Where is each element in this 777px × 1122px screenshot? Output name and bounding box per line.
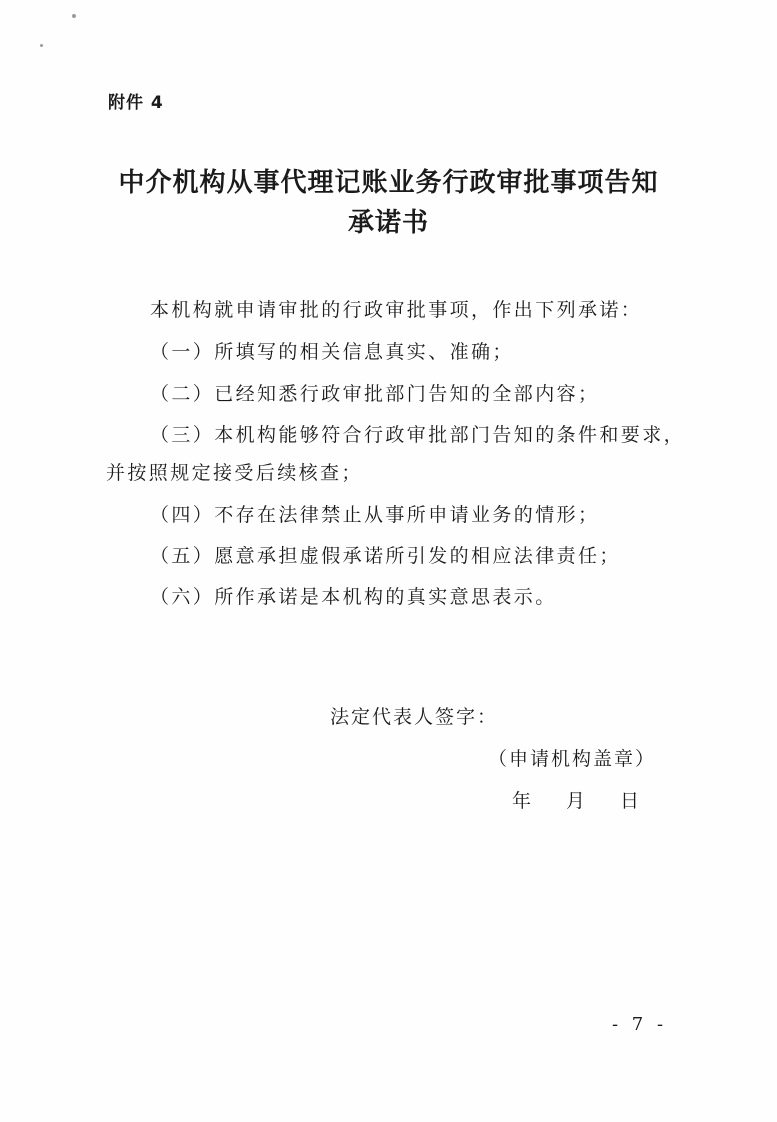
commitment-item-1: （一）所填写的相关信息真实、准确； <box>150 341 514 363</box>
date-year-label: 年 <box>512 790 534 812</box>
commitment-item-3-continued: 并按照规定接受后续核查； <box>106 462 363 484</box>
attachment-label: 附件 4 <box>108 93 164 113</box>
scan-speck <box>72 14 76 18</box>
commitment-item-6: （六）所作承诺是本机构的真实意思表示。 <box>150 586 557 608</box>
scan-speck <box>40 44 43 47</box>
page-number: - 7 - <box>612 1014 668 1035</box>
date-month-label: 月 <box>566 790 588 812</box>
document-title: 中介机构从事代理记账业务行政审批事项告知 <box>118 168 659 198</box>
commitment-item-5: （五）愿意承担虚假承诺所引发的相应法律责任； <box>150 545 621 567</box>
commitment-item-2: （二）已经知悉行政审批部门告知的全部内容； <box>150 383 600 405</box>
commitment-item-3: （三）本机构能够符合行政审批部门告知的条件和要求， <box>150 424 686 446</box>
commitment-item-4: （四）不存在法律禁止从事所申请业务的情形； <box>150 504 600 526</box>
document-title-continued: 承诺书 <box>347 208 429 238</box>
seal-label: （申请机构盖章） <box>488 748 657 770</box>
representative-signature-label: 法定代表人签字： <box>330 706 499 728</box>
intro-paragraph: 本机构就申请审批的行政审批事项，作出下列承诺： <box>150 299 643 321</box>
date-day-label: 日 <box>620 790 642 812</box>
